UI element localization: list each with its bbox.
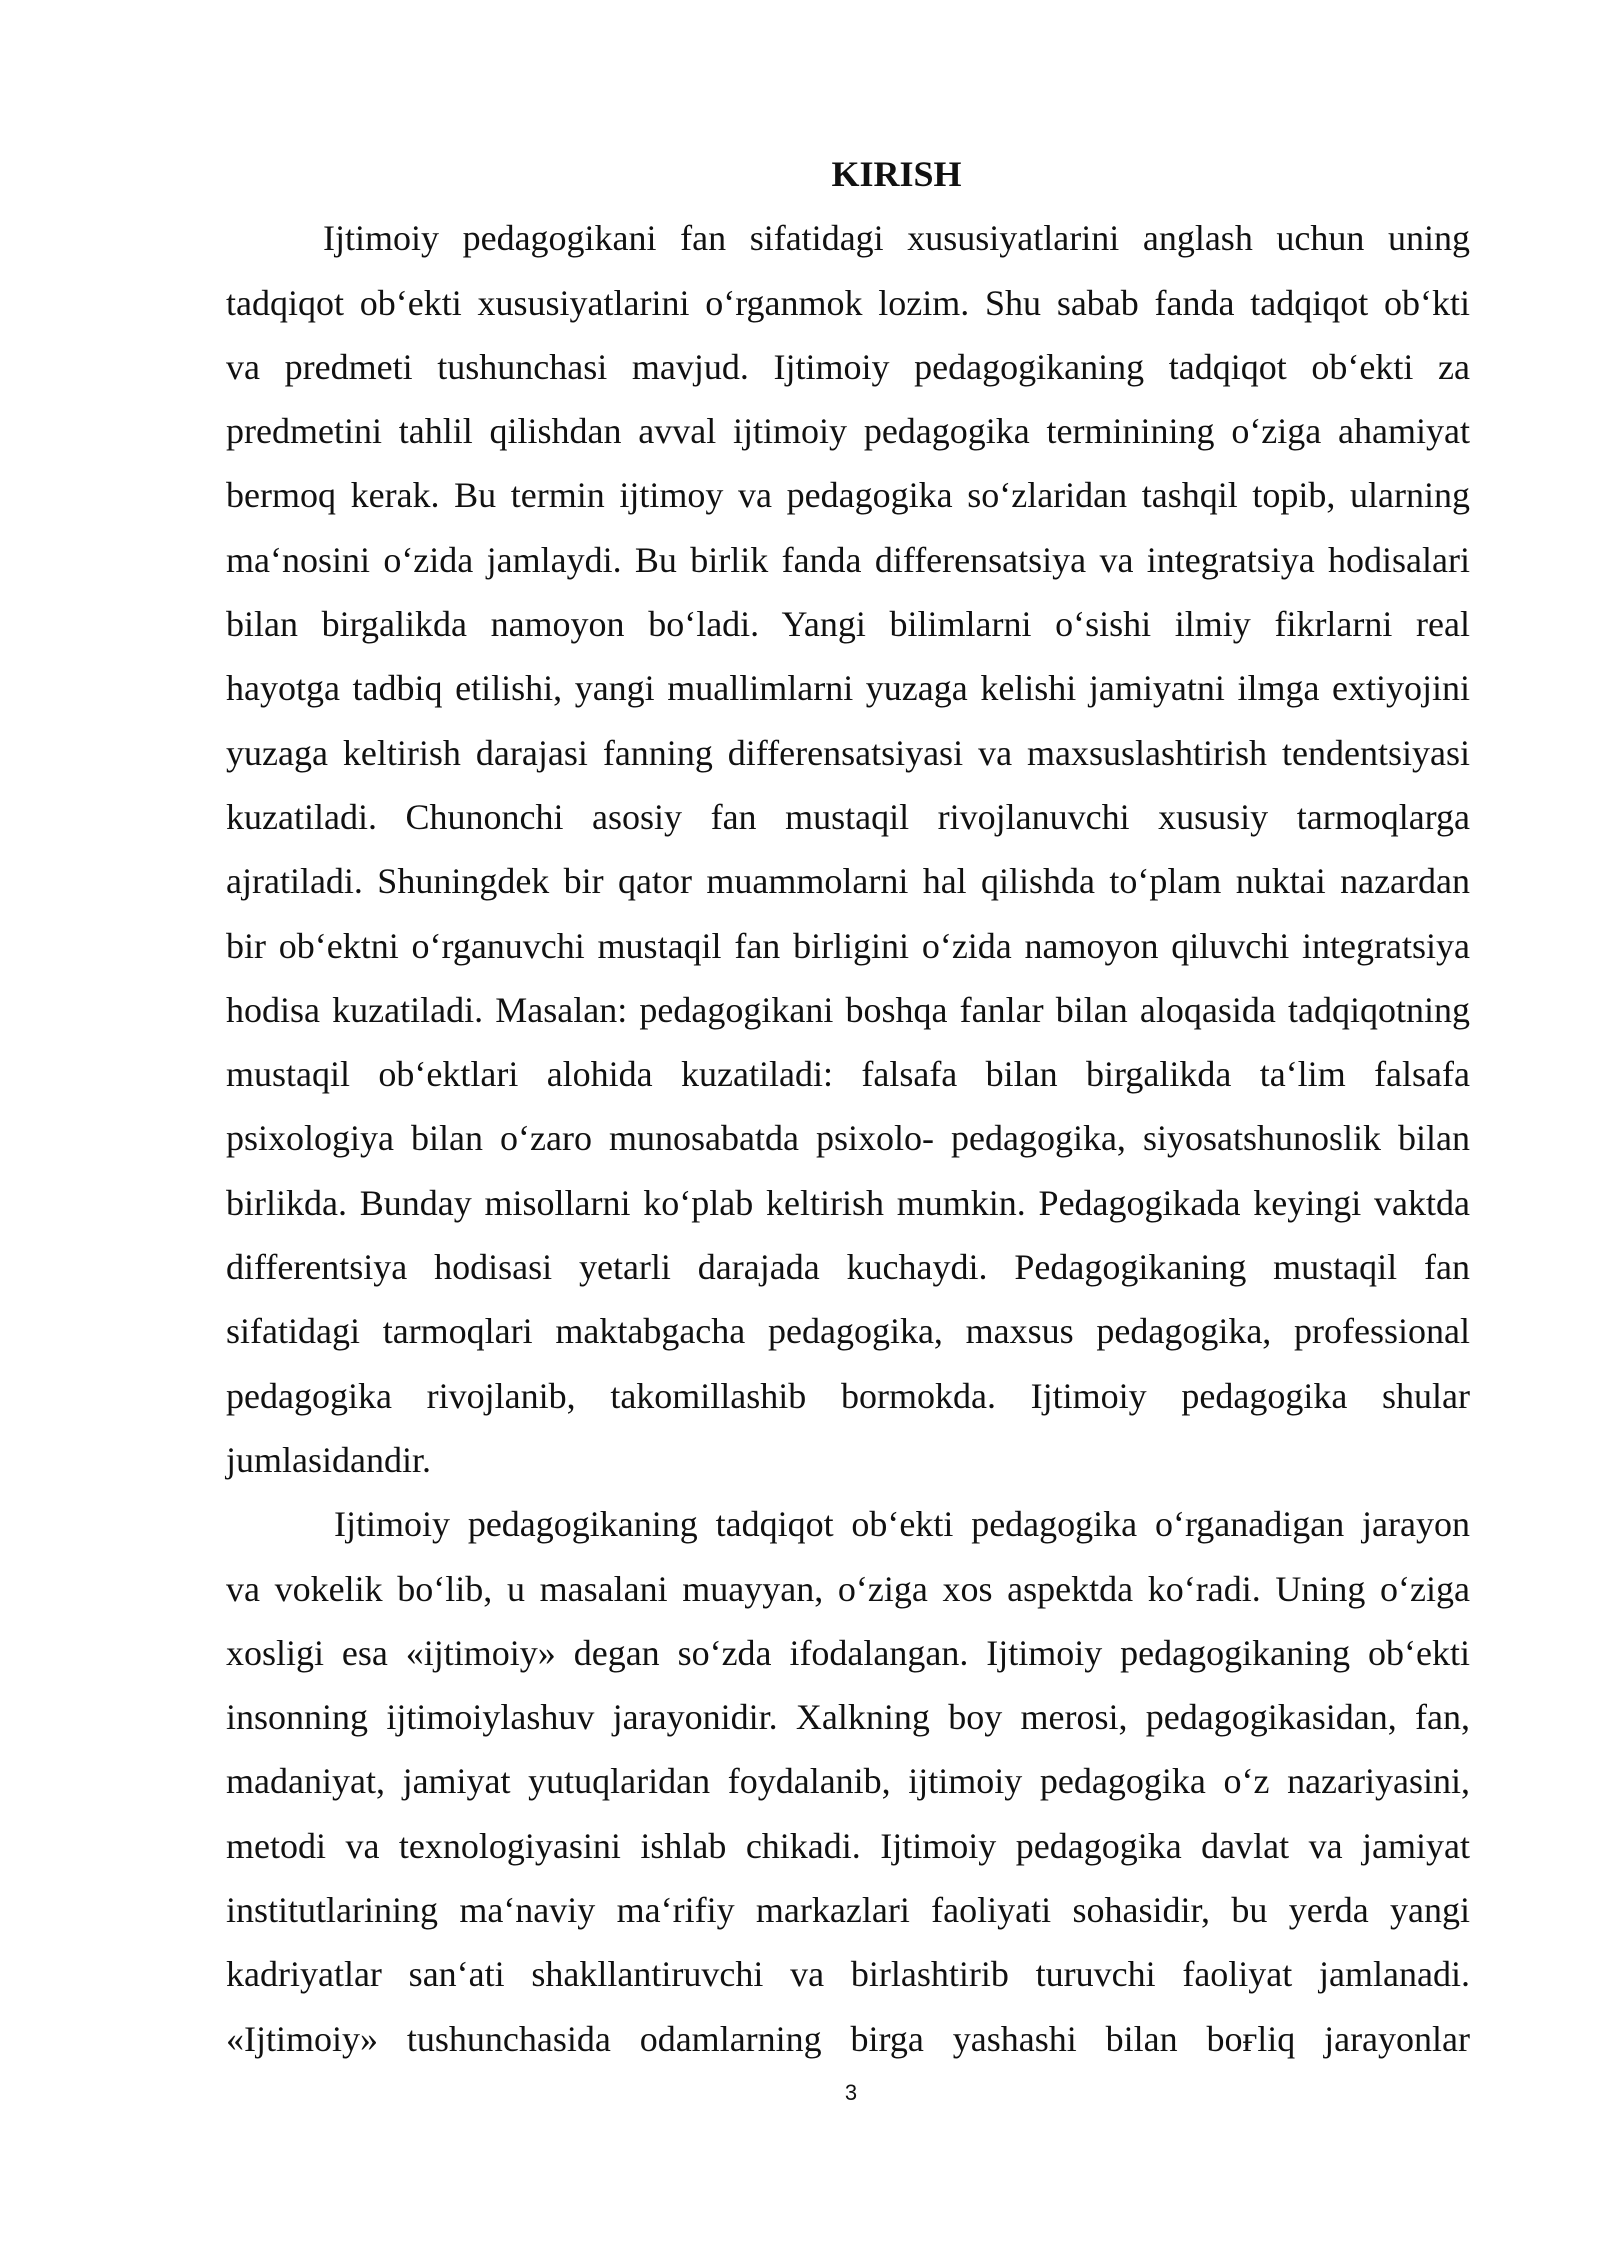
text-line: hayotga tadbiq etilishi, yangi muallimlarni yuzaga kelishi jamiyatni ilmga extiyojini [226, 668, 1470, 709]
text-line: ajratiladi. Shuningdek bir qator muammolarni hal qilishda to‘plam nuktai nazardan [226, 861, 1470, 902]
text-line: Ijtimoiy pedagogikani fan sifatidagi xususiyatlarini anglash uchun uning [323, 218, 1470, 259]
text-line: psixologiya bilan o‘zaro munosabatda psixolo- pedagogika, siyosatshunoslik bilan [226, 1118, 1470, 1159]
text-line: hodisa kuzatiladi. Masalan: pedagogikani boshqa fanlar bilan aloqasida tadqiqotning [226, 989, 1470, 1030]
text-line: bermoq kerak. Bu termin ijtimoy va pedagogika so‘zlaridan tashqil topib, ularning [226, 475, 1470, 516]
text-line: mustaqil ob‘ektlari alohida kuzatiladi: falsafa bilan birgalikda ta‘lim falsafa [226, 1054, 1470, 1095]
text-line: predmetini tahlil qilishdan avval ijtimoiy pedagogika terminining o‘ziga ahamiyat [226, 411, 1470, 452]
paragraph-2 [226, 1492, 1470, 2071]
text-line: va predmeti tushunchasi mavjud. Ijtimoiy pedagogikaning tadqiqot ob‘ekti za [226, 346, 1470, 387]
text-line: birlikda. Bunday misollarni ko‘plab keltirish mumkin. Pedagogikada keyingi vaktda [226, 1182, 1470, 1223]
text-line: institutlarining ma‘naviy ma‘rifiy markazlari faoliyati sohasidir, bu yerda yangi [226, 1890, 1470, 1931]
text-line: jumlasidandir. [226, 1439, 431, 1480]
text-line: Ijtimoiy pedagogikaning tadqiqot ob‘ekti pedagogika o‘rganadigan jarayon [334, 1504, 1470, 1545]
text-line: bilan birgalikda namoyon bo‘ladi. Yangi bilimlarni o‘sishi ilmiy fikrlarni real [226, 604, 1470, 645]
text-line: sifatidagi tarmoqlari maktabgacha pedagogika, maxsus pedagogika, professional [226, 1311, 1470, 1352]
text-line: bir ob‘ektni o‘rganuvchi mustaqil fan birligini o‘zida namoyon qiluvchi integratsiya [226, 925, 1470, 966]
text-line: xosligi esa «ijtimoiy» degan so‘zda ifodalangan. Ijtimoiy pedagogikaning ob‘ekti [226, 1632, 1470, 1673]
page-number: 3 [844, 2080, 858, 2105]
text-line: insonning ijtimoiylashuv jarayonidir. Xalkning boy merosi, pedagogikasidan, fan, [226, 1697, 1470, 1738]
page-title: KIRISH [831, 154, 962, 194]
text-line: «Ijtimoiy» tushunchasida odamlarning birga yashashi bilan boғliq jarayonlar [226, 2018, 1470, 2059]
text-line: ma‘nosini o‘zida jamlaydi. Bu birlik fanda differensatsiya va integratsiya hodisalari [226, 539, 1470, 580]
paragraph-1 [226, 206, 1470, 1492]
text-line: yuzaga keltirish darajasi fanning differensatsiyasi va maxsuslashtirish tendentsiyasi [226, 732, 1470, 773]
text-line: kadriyatlar san‘ati shakllantiruvchi va birlashtirib turuvchi faoliyat jamlanadi. [226, 1954, 1470, 1995]
text-line: pedagogika rivojlanib, takomillashib bormokda. Ijtimoiy pedagogika shular [226, 1375, 1470, 1416]
text-line: kuzatiladi. Chunonchi asosiy fan mustaqil rivojlanuvchi xususiy tarmoqlarga [226, 796, 1470, 837]
text-line: differentsiya hodisasi yetarli darajada kuchaydi. Pedagogikaning mustaqil fan [226, 1247, 1470, 1288]
text-line: tadqiqot ob‘ekti xususiyatlarini o‘rganmok lozim. Shu sabab fanda tadqiqot ob‘kti [226, 282, 1470, 323]
page-body [226, 142, 1470, 2071]
text-line: metodi va texnologiyasini ishlab chikadi. Ijtimoiy pedagogika davlat va jamiyat [226, 1825, 1470, 1866]
text-line: madaniyat, jamiyat yutuqlaridan foydalanib, ijtimoiy pedagogika o‘z nazariyasini, [226, 1761, 1470, 1802]
text-line: va vokelik bo‘lib, u masalani muayyan, o‘ziga xos aspektda ko‘radi. Uning o‘ziga [226, 1568, 1470, 1609]
